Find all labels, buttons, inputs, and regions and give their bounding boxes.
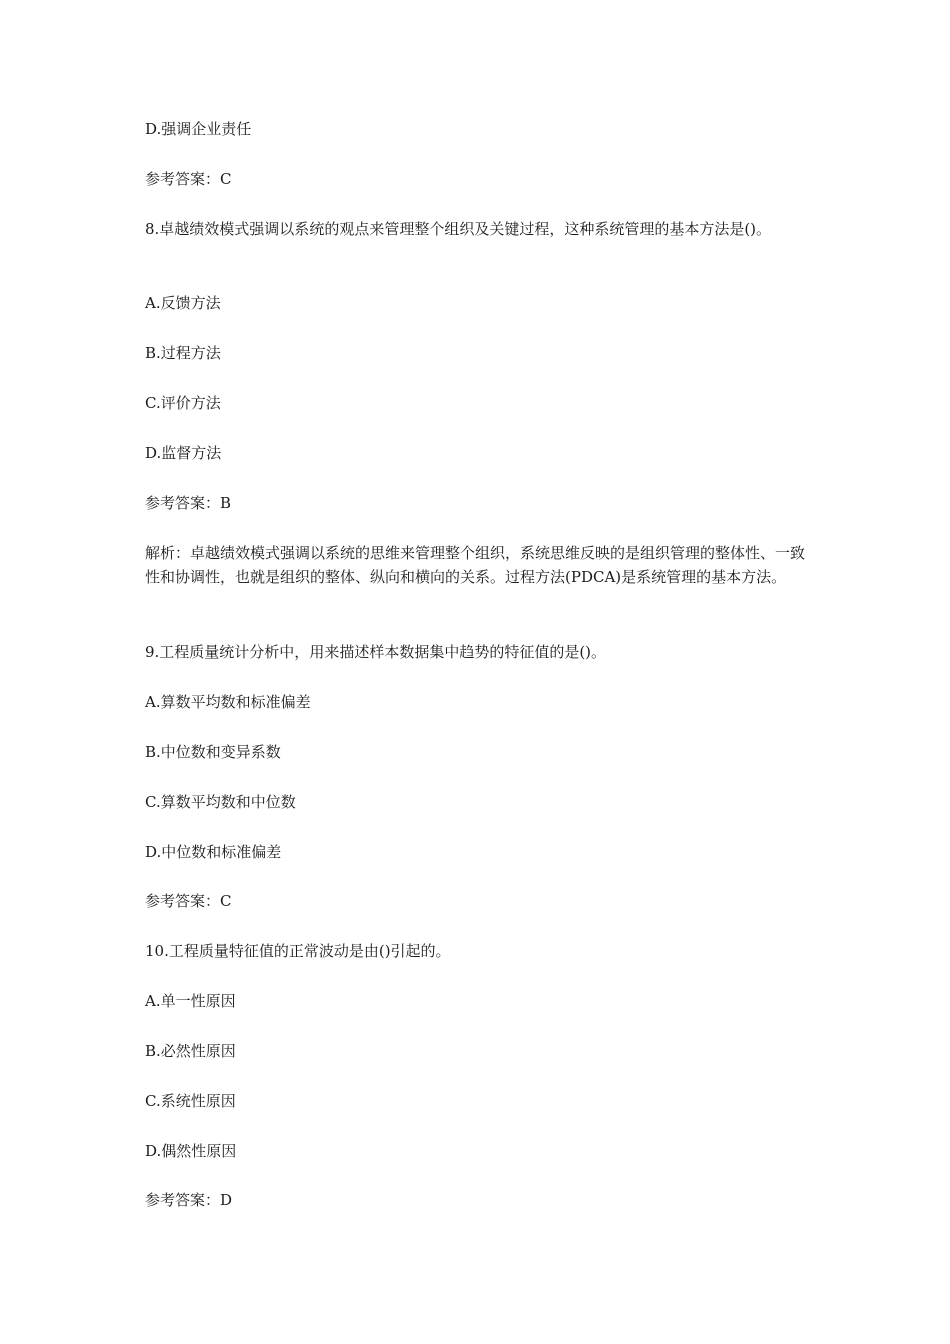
q8-option-b: B.过程方法 — [145, 344, 221, 362]
q7-answer: 参考答案：C — [145, 170, 232, 188]
q10-stem: 10.工程质量特征值的正常波动是由()引起的。 — [145, 942, 451, 960]
q10-option-c: C.系统性原因 — [145, 1092, 236, 1110]
q8-option-d: D.监督方法 — [145, 444, 222, 462]
q10-answer: 参考答案：D — [145, 1191, 233, 1209]
q8-answer: 参考答案：B — [145, 494, 232, 512]
q7-option-d: D.强调企业责任 — [145, 120, 252, 138]
q10-option-d: D.偶然性原因 — [145, 1142, 237, 1160]
q8-option-a: A.反馈方法 — [145, 294, 221, 312]
q10-option-a: A.单一性原因 — [145, 992, 236, 1010]
q9-option-c: C.算数平均数和中位数 — [145, 793, 296, 811]
q9-stem: 9.工程质量统计分析中，用来描述样本数据集中趋势的特征值的是()。 — [145, 643, 607, 661]
q9-option-a: A.算数平均数和标准偏差 — [145, 693, 311, 711]
q9-answer: 参考答案：C — [145, 892, 232, 910]
q10-option-b: B.必然性原因 — [145, 1042, 236, 1060]
q8-analysis: 解析：卓越绩效模式强调以系统的思维来管理整个组织，系统思维反映的是组织管理的整体性、一致性和协调性，也就是组织的整体、纵向和横向的关系。过程方法(PDCA)是系统管理的基本方法。 — [145, 544, 806, 586]
q9-option-b: B.中位数和变异系数 — [145, 743, 281, 761]
q9-option-d: D.中位数和标准偏差 — [145, 843, 282, 861]
q8-option-c: C.评价方法 — [145, 394, 221, 412]
q8-stem: 8.卓越绩效模式强调以系统的观点来管理整个组织及关键过程，这种系统管理的基本方法是()。 — [145, 220, 772, 238]
